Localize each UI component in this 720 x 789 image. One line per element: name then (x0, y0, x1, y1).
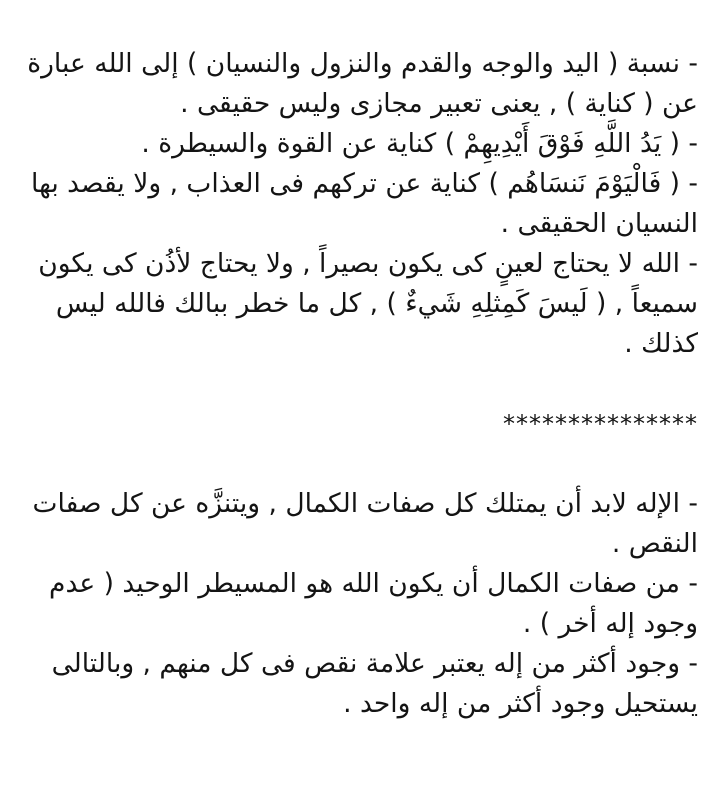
paragraph-nothing-like-him: - الله لا يحتاج لعينٍ كى يكون بصيراً , ولا يحتاج لأذُن كى يكون سميعاً , ( لَيسَ كَمِثلِهِ شَيءٌ ) , كل ما خطر ببالك فالله ليس كذلك . (38, 248, 698, 359)
paragraph-forget-them: - ( فَالْيَوْمَ نَنسَاهُم ) كناية عن تركهم فى العذاب , ولا يقصد بها النسيان الحقيقى . (31, 168, 698, 239)
paragraph-sole-controller: - من صفات الكمال أن يكون الله هو المسيطر الوحيد ( عدم وجود إله أخر ) . (49, 568, 698, 639)
section-one (18, 44, 698, 364)
paragraph-oneness: - وجود أكثر من إله يعتبر علامة نقص فى كل منهم , وبالتالى يستحيل وجود أكثر من إله واحد . (51, 648, 698, 719)
asterisk-separator: *************** (503, 410, 698, 438)
section-two (18, 484, 698, 724)
paragraph-hand-metaphor: - نسبة ( اليد والوجه والقدم والنزول والنسيان ) إلى الله عبارة عن ( كناية ) , يعنى تعبير مجازى وليس حقيقى . (27, 48, 698, 119)
paragraph-attributes-of-perfection: - الإله لابد أن يمتلك كل صفات الكمال , ويتنزَّه عن كل صفات النقص . (32, 488, 698, 559)
paragraph-hand-of-god: - ( يَدُ اللَّهِ فَوْقَ أَيْدِيهِمْ ) كناية عن القوة والسيطرة . (141, 128, 698, 159)
